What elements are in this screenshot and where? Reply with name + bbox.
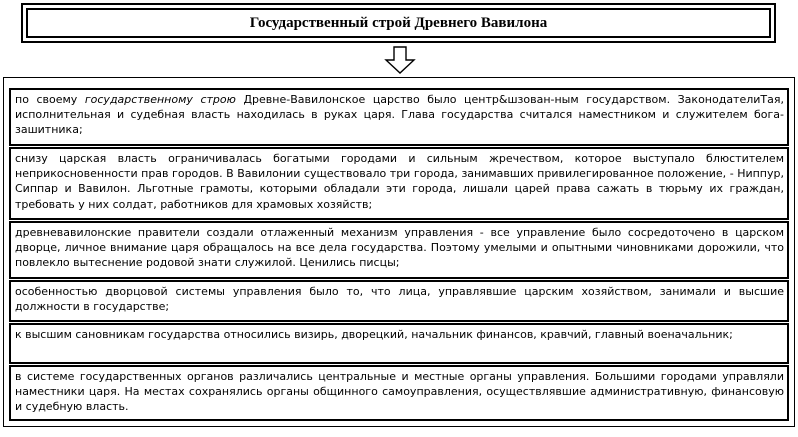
list-item-text-end: Древне-Вавилонское царство было центр&шзован-ным государством. ЗаконодателиТая, исполнительная и судебная власть находилась в руках царя. Глава государства считался наместником и служителем бога-зашитника; bbox=[15, 93, 784, 137]
list-item: снизу царская власть ограничивалась богатыми городами и сильным жречеством, которое выступало блюстителем неприкосновенности прав городов. В Вавилонии существовало три города, занимавших привилегированное положение, - Ниппур, Сиппар и Вавилон. Льготные грамоты, которыми обладали эти города, лишали царей права сажать в тюрьму их граждан, требовать у них солдат, работников для храмовых хозяйств; bbox=[9, 147, 789, 220]
list-item: особенностью дворцовой системы управления было то, что лица, управлявшие царским хозяйством, занимали и высшие должности в государстве; bbox=[9, 280, 789, 322]
content-frame bbox=[3, 77, 795, 427]
list-item: в системе государственных органов различались центральные и местные органы управления. Большими городами управляли наместники царя. На местах сохранялись органы общинного самоуправления, осуществлявшие административную, финансовую и судебную власть. bbox=[9, 365, 789, 421]
list-item: к высшим сановникам государства относились визирь, дворецкий, начальник финансов, кравчий, главный военачальник; bbox=[9, 323, 789, 364]
list-item bbox=[9, 88, 789, 146]
list-item-text-start: по своему bbox=[15, 93, 85, 106]
down-arrow-icon bbox=[384, 46, 416, 74]
list-item: древневавилонские правители создали отлаженный механизм управления - все управление было сосредоточено в царском дворце, личное внимание царя обращалось на все дела государства. Поэтому умелыми и опытными чиновниками дорожили, что повлекло вытеснение родовой знати служилой. Ценились писцы; bbox=[9, 221, 789, 279]
list-item-emphasis: государственному строю bbox=[84, 93, 236, 106]
page-title: Государственный строй Древнего Вавилона bbox=[26, 8, 771, 38]
statements-list bbox=[9, 88, 789, 423]
title-box bbox=[21, 3, 776, 43]
